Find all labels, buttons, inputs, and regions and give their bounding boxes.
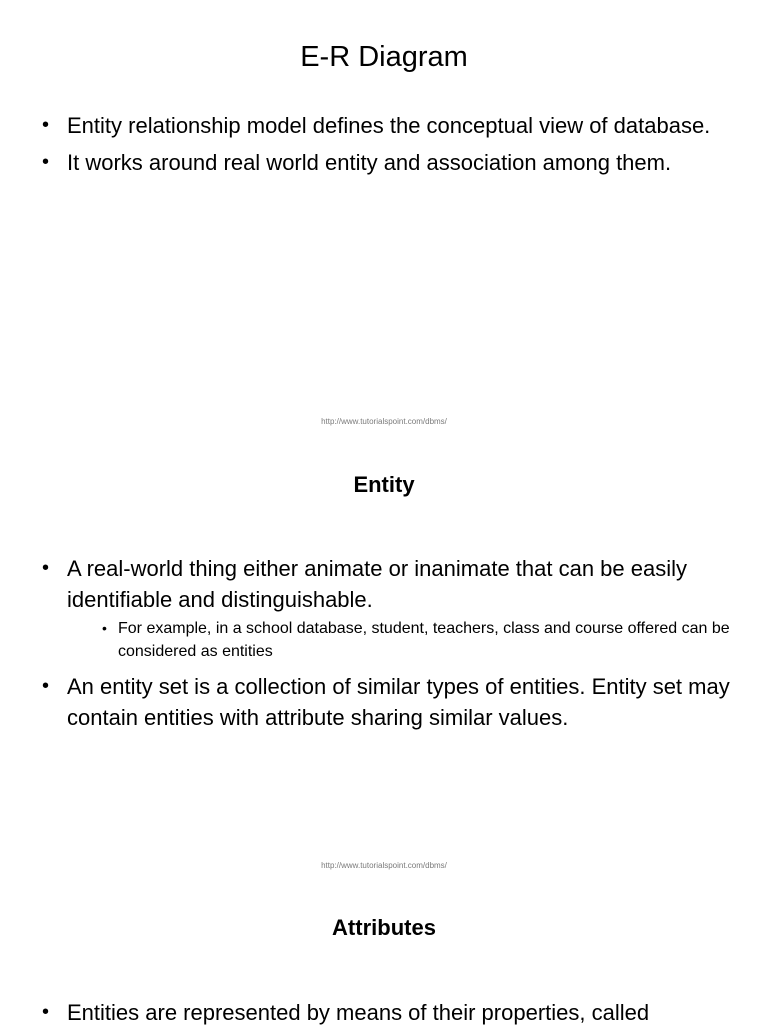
bullet-item: • An entity set is a collection of similar types of entities. Entity set may contain entities with attribute sharing similar values. (42, 671, 732, 733)
slide-title: Entity (353, 472, 415, 497)
slide-title: Attributes (332, 915, 436, 940)
source-url: http://www.tutorialspoint.com/dbms/ (321, 861, 447, 870)
sub-bullet-item: • For example, in a school database, student, teachers, class and course offered can be considered as entities (42, 617, 732, 663)
slide-title: E-R Diagram (300, 41, 468, 73)
bullet-list (42, 997, 732, 1034)
bullet-item: • A real-world thing either animate or inanimate that can be easily identifiable and distinguishable. (42, 553, 732, 615)
bullet-item: • Entities are represented by means of their properties, called (42, 997, 732, 1028)
bullet-item: • It works around real world entity and association among them. (42, 147, 732, 178)
bullet-item: • Entity relationship model defines the conceptual view of database. (42, 110, 732, 141)
source-url: http://www.tutorialspoint.com/dbms/ (321, 417, 447, 426)
